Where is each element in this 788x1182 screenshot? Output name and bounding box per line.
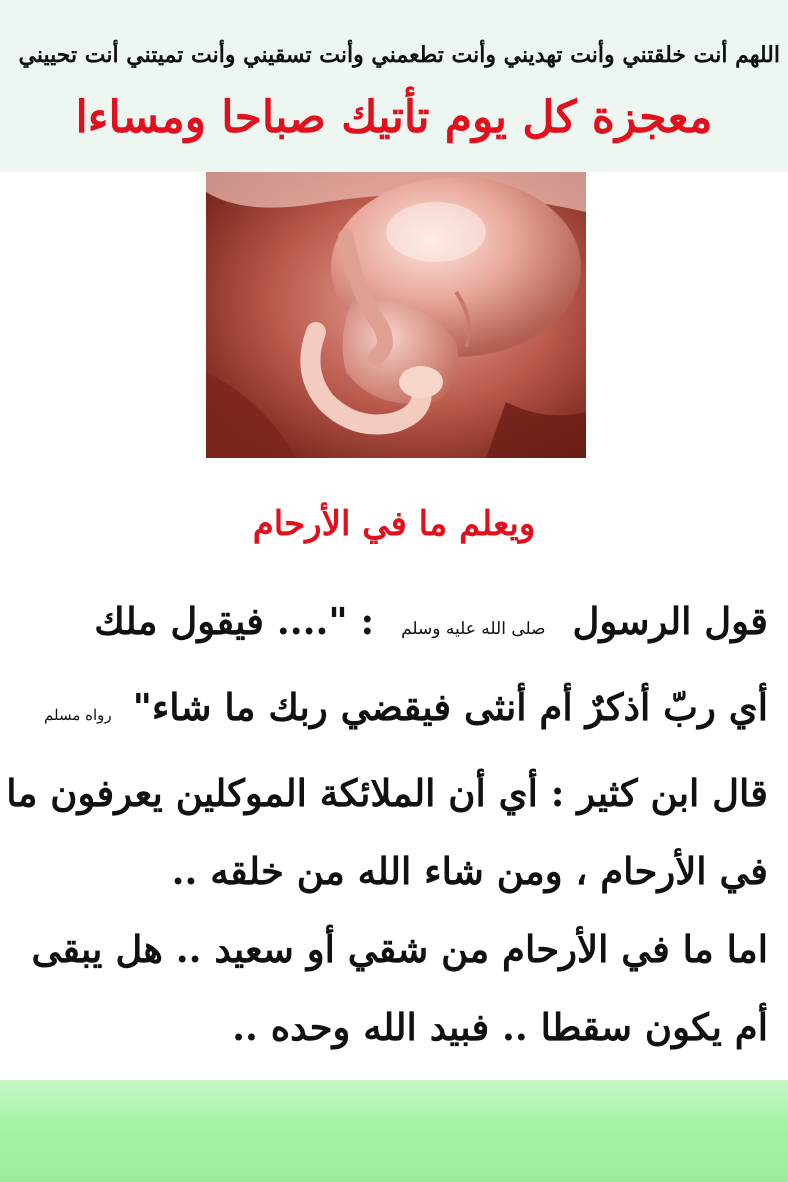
text-line: اما ما في الأرحام من شقي أو سعيد .. هل يبقى: [31, 927, 768, 971]
footer-band: [0, 1080, 788, 1182]
fetus-photo: [206, 172, 586, 458]
text-line: [28, 582, 768, 668]
text-line: [28, 668, 768, 754]
header-banner: [0, 0, 788, 172]
text-line: أم يكون سقطا .. فبيد الله وحده ..: [232, 1005, 768, 1049]
text-line: قال ابن كثير : أي أن الملائكة الموكلين يعرفون ما: [6, 771, 768, 815]
text-line: في الأرحام ، ومن شاء الله من خلقه ..: [171, 849, 768, 893]
honorific-text: صلى الله عليه وسلم: [401, 619, 546, 639]
dua-text: اللهم أنت خلقتني وأنت تهديني وأنت تطعمني وأنت تسقيني وأنت تميتني أنت تحييني: [18, 42, 780, 68]
page-title: معجزة كل يوم تأتيك صباحا ومساءا: [75, 92, 713, 143]
hadith-body: [6, 582, 768, 1066]
line1-main: قول الرسول: [572, 599, 768, 643]
line2-main: أي ربّ أذكرٌ أم أنثى فيقضي ربك ما شاء": [132, 685, 768, 729]
line1-rest: : ".... فيقول ملك: [94, 599, 375, 643]
section-heading: ويعلم ما في الأرحام: [252, 504, 536, 544]
source-text: رواه مسلم: [44, 706, 112, 724]
